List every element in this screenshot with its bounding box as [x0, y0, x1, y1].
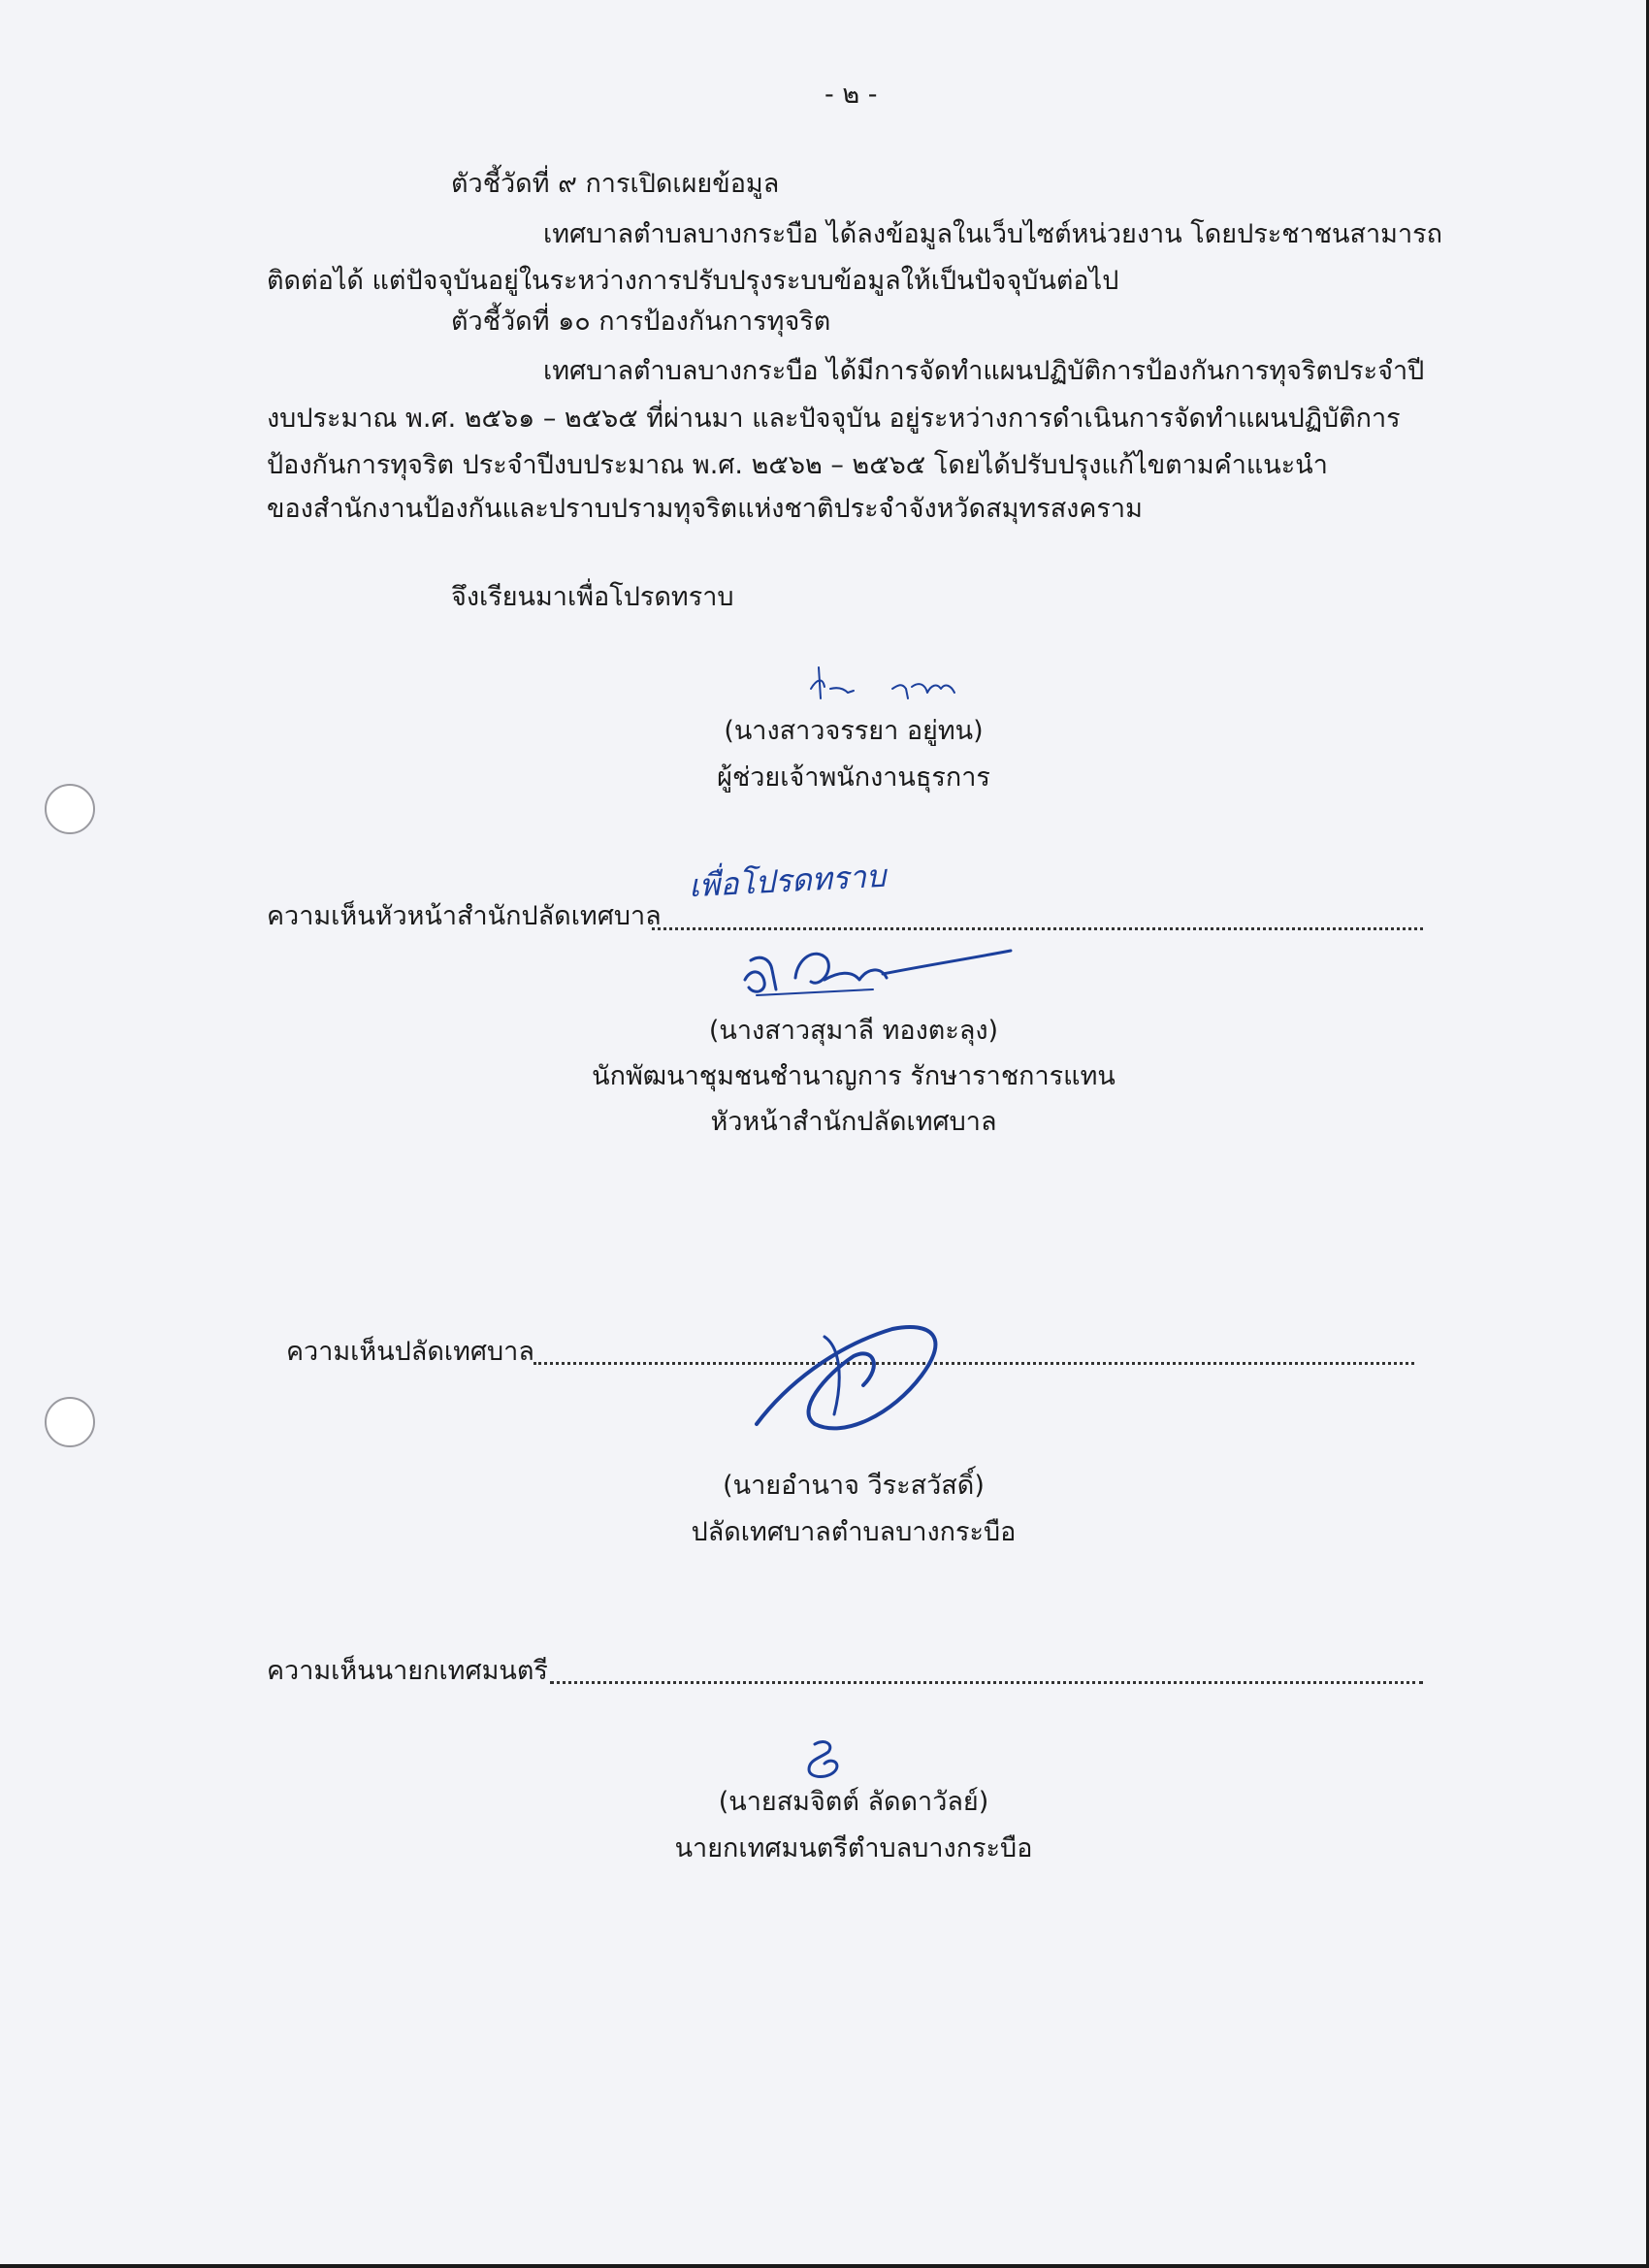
section10-heading: ตัวชี้วัดที่ ๑๐ การป้องกันการทุจริต [451, 307, 831, 337]
signer3-name: (นายอำนาจ วีระสวัสดิ์) [723, 1471, 985, 1501]
punch-hole-top [45, 784, 95, 834]
section9-heading: ตัวชี้วัดที่ ๙ การเปิดเผยข้อมูล [451, 169, 780, 199]
signer2-position2: หัวหน้าสำนักปลัดเทศบาล [710, 1107, 997, 1137]
opinion-mayor-dotted-line [550, 1681, 1423, 1684]
signer1-name: (นางสาวจรรยา อยู่ทน) [724, 716, 984, 746]
punch-hole-bottom [45, 1397, 95, 1447]
page-number: - ๒ - [824, 80, 878, 110]
section10-line4: ของสำนักงานป้องกันและปราบปรามทุจริตแห่งชาติประจำจังหวัดสมุทรสงคราม [267, 494, 1143, 524]
section10-line3: ป้องกันการทุจริต ประจำปีงบประมาณ พ.ศ. ๒๕๖๒ – ๒๕๖๕ โดยได้ปรับปรุงแก้ไขตามคำแนะนำ [267, 450, 1328, 480]
signer2-name: (นางสาวสุมาลี ทองตะลุง) [708, 1016, 999, 1046]
section9-line2: ติดต่อได้ แต่ปัจจุบันอยู่ในระหว่างการปรับปรุงระบบข้อมูลให้เป็นปัจจุบันต่อไป [267, 266, 1119, 296]
signature-1 [805, 660, 980, 708]
signer2-position: นักพัฒนาชุมชนชำนาญการ รักษาราชการแทน [592, 1061, 1116, 1091]
opinion-deputy-label: ความเห็นปลัดเทศบาล [286, 1337, 534, 1367]
closing-line: จึงเรียนมาเพื่อโปรดทราบ [451, 582, 734, 612]
opinion-head-office-handwritten: เพื่อโปรดทราบ [688, 857, 888, 905]
signer3-position: ปลัดเทศบาลตำบลบางกระบือ [691, 1517, 1017, 1547]
signer4-position: นายกเทศมนตรีตำบลบางกระบือ [674, 1833, 1033, 1863]
signature-4 [801, 1736, 850, 1783]
signature-2 [737, 931, 1018, 1009]
opinion-mayor-label: ความเห็นนายกเทศมนตรี [267, 1656, 548, 1686]
scan-edge-bottom [0, 2264, 1649, 2268]
section10-line1: เทศบาลตำบลบางกระบือ ได้มีการจัดทำแผนปฏิบัติการป้องกันการทุจริตประจำปี [543, 356, 1425, 386]
signer4-name: (นายสมจิตต์ ลัดดาวัลย์) [718, 1787, 989, 1817]
opinion-head-office-label: ความเห็นหัวหน้าสำนักปลัดเทศบาล [267, 901, 662, 931]
opinion-head-office-dotted-line [652, 927, 1423, 930]
section9-line1: เทศบาลตำบลบางกระบือ ได้ลงข้อมูลในเว็บไซต์หน่วยงาน โดยประชาชนสามารถ [543, 219, 1442, 249]
signature-3 [747, 1317, 960, 1443]
opinion-deputy-dotted-line [534, 1362, 1414, 1365]
signer1-position: ผู้ช่วยเจ้าพนักงานธุรการ [717, 762, 990, 793]
section10-line2: งบประมาณ พ.ศ. ๒๕๖๑ – ๒๕๖๕ ที่ผ่านมา และปัจจุบัน อยู่ระหว่างการดำเนินการจัดทำแผนปฏิบัติการ [267, 404, 1401, 434]
